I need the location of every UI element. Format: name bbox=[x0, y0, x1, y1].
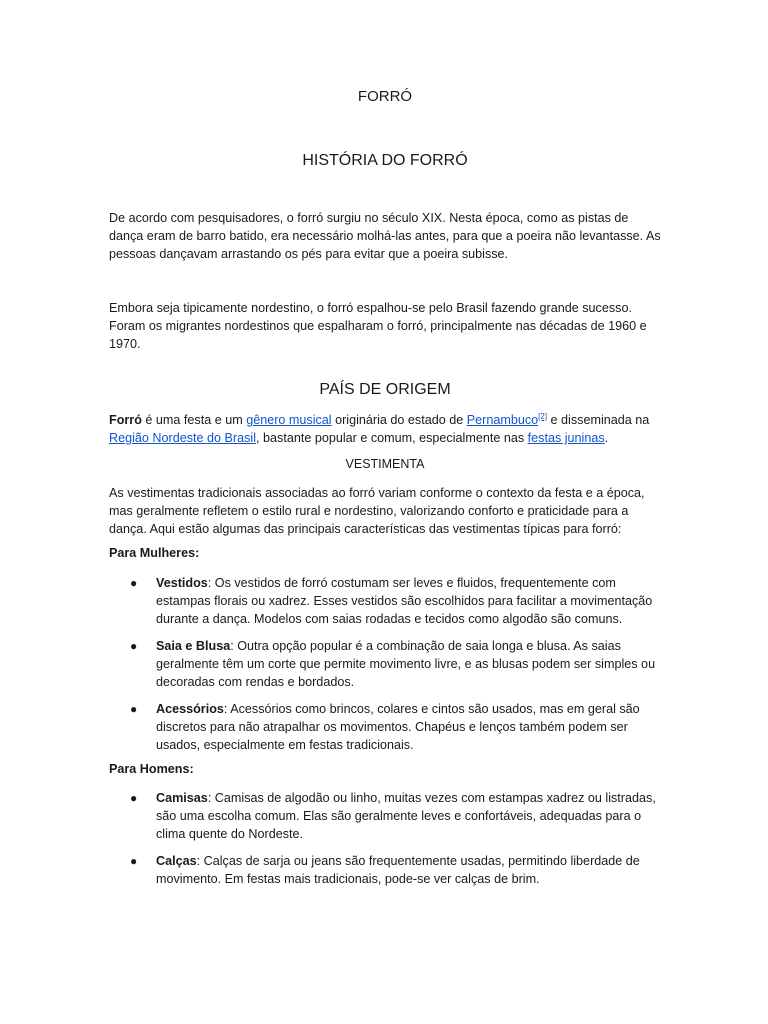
list-item bbox=[109, 574, 661, 628]
link-pernambuco[interactable]: Pernambuco bbox=[466, 413, 539, 427]
item-term: Calças bbox=[156, 854, 197, 868]
item-term: Vestidos bbox=[156, 576, 208, 590]
intro-text-5: . bbox=[604, 431, 609, 445]
bullet-icon: ● bbox=[130, 639, 138, 653]
forro-bold: Forró bbox=[109, 413, 142, 427]
reference-link[interactable]: [2] bbox=[538, 411, 548, 421]
heading-pais-de-origem: PAÍS DE ORIGEM bbox=[319, 381, 451, 398]
list-item bbox=[109, 852, 661, 888]
document-title: FORRÓ bbox=[357, 88, 413, 105]
link-regiao-nordeste[interactable]: Região Nordeste do Brasil bbox=[109, 431, 257, 445]
heading-vestimenta: VESTIMENTA bbox=[345, 457, 425, 471]
item-text: : Calças de sarja ou jeans são frequentemente usadas, permitindo liberdade de movimento. Em festas mais tradicionais, pode-se ver calças de brim. bbox=[156, 854, 640, 886]
item-term: Acessórios bbox=[156, 702, 224, 716]
label-para-mulheres: Para Mulheres: bbox=[109, 546, 200, 560]
item-term: Saia e Blusa bbox=[156, 639, 231, 653]
bullet-icon: ● bbox=[130, 576, 138, 590]
intro-text-4: , bastante popular e comum, especialmente nas bbox=[256, 431, 528, 445]
heading-historia: HISTÓRIA DO FORRÓ bbox=[302, 152, 468, 169]
list-item bbox=[109, 700, 661, 754]
label-para-homens: Para Homens: bbox=[109, 762, 194, 776]
intro-text-1: é uma festa e um bbox=[141, 413, 247, 427]
list-homens bbox=[109, 789, 661, 897]
list-item bbox=[109, 637, 661, 691]
list-mulheres bbox=[109, 574, 661, 763]
paragraph-historia-2: Embora seja tipicamente nordestino, o forró espalhou-se pelo Brasil fazendo grande sucesso. Foram os migrantes nordestinos que espalharam o forró, principalmente nas décadas de 1960 e 1970. bbox=[109, 301, 647, 351]
link-festas-juninas[interactable]: festas juninas bbox=[527, 431, 605, 445]
item-text: : Camisas de algodão ou linho, muitas vezes com estampas xadrez ou listradas, são uma escolha comum. Elas são geralmente leves e confortáveis, adequadas para o clima quente do Nordeste. bbox=[156, 791, 656, 841]
intro-text-3: e disseminada na bbox=[547, 413, 650, 427]
paragraph-pais-de-origem bbox=[109, 411, 661, 447]
intro-text-2: originária do estado de bbox=[331, 413, 467, 427]
item-term: Camisas bbox=[156, 791, 208, 805]
link-genero-musical[interactable]: gênero musical bbox=[246, 413, 332, 427]
item-text: : Acessórios como brincos, colares e cintos são usados, mas em geral são discretos para não atrapalhar os movimentos. Chapéus e lenços também podem ser usados, especialmente em festas tradicionais. bbox=[156, 702, 640, 752]
list-item bbox=[109, 789, 661, 843]
bullet-icon: ● bbox=[130, 791, 138, 805]
paragraph-vestimenta: As vestimentas tradicionais associadas ao forró variam conforme o contexto da festa e a época, mas geralmente refletem o estilo rural e nordestino, valorizando conforto e praticidade para a dança. Aqui estão algumas das principais características das vestimentas típicas para forró: bbox=[109, 486, 645, 536]
item-text: : Os vestidos de forró costumam ser leves e fluidos, frequentemente com estampas florais ou xadrez. Esses vestidos são escolhidos para facilitar a movimentação durante a dança. Modelos com saias rodadas e tecidos como algodão são comuns. bbox=[156, 576, 653, 626]
bullet-icon: ● bbox=[130, 702, 138, 716]
bullet-icon: ● bbox=[130, 854, 138, 868]
paragraph-historia-1: De acordo com pesquisadores, o forró surgiu no século XIX. Nesta época, como as pistas de dança eram de barro batido, era necessário molhá-las antes, para que a poeira não levantasse. As pessoas dançavam arrastando os pés para evitar que a poeira subisse. bbox=[109, 211, 661, 261]
item-text: : Outra opção popular é a combinação de saia longa e blusa. As saias geralmente têm um corte que permite movimento livre, e as blusas podem ser simples ou decoradas com rendas e bordados. bbox=[156, 639, 656, 689]
